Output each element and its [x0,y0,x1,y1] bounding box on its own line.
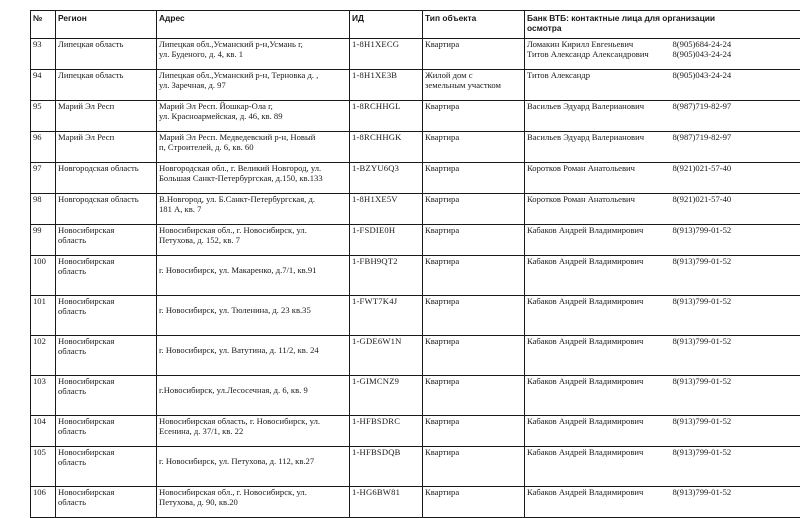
region-cell [56,256,157,296]
region-line: область [58,457,154,467]
property-table [30,10,800,518]
object-id: 1-8H1XE3B [350,70,423,101]
address-line: ул. Заречная, д. 97 [159,80,347,90]
row-number: 98 [31,194,56,225]
contact-name: Титов Александр [527,70,669,80]
contact-phone: 8(913)799-01-52 [673,376,799,386]
address-line: Новосибирская обл., г. Новосибирск, ул. [159,487,347,497]
contact-name-cell [525,132,671,163]
table-row [31,101,800,132]
header-row [31,11,800,39]
address-line: Марий Эл Респ. Йошкар-Ола г, [159,101,347,111]
contact-name-cell [525,376,671,416]
address-line: 181 А, кв. 7 [159,204,347,214]
region-line: область [58,235,154,245]
contact-phone: 8(921)021-57-40 [673,194,799,204]
contact-phone-cell [671,256,800,296]
contact-name-cell [525,225,671,256]
address-line: Новосибирская обл., г. Новосибирск, ул. [159,225,347,235]
contact-name-cell [525,256,671,296]
region-cell [56,225,157,256]
address-line: Липецкая обл.,Усманский р-н,Усмань г, [159,39,347,49]
header-bank-line1: Банк ВТБ: контактные лица для организации [527,13,798,23]
row-number: 93 [31,39,56,70]
contact-name-cell [525,487,671,518]
region-line: область [58,386,154,396]
object-id: 1-HFBSDQB [350,447,423,487]
contact-phone-cell [671,336,800,376]
object-type [423,336,525,376]
object-type [423,70,525,101]
object-type [423,487,525,518]
table-row [31,447,800,487]
object-id: 1-8RCHHGK [350,132,423,163]
table-row [31,225,800,256]
type-line: Квартира [425,39,522,49]
contact-name: Кабаков Андрей Владимирович [527,256,669,266]
address-line: В.Новгород, ул. Б.Санкт-Петербургская, д. [159,194,347,204]
contact-phone-cell [671,70,800,101]
region-line: Новосибирская [58,225,154,235]
contact-name: Коротков Роман Анатольевич [527,163,669,173]
contact-phone-cell [671,225,800,256]
row-number: 106 [31,487,56,518]
contact-phone: 8(987)719-82-97 [673,132,799,142]
address-line: Новосибирская область, г. Новосибирск, ул. [159,416,347,426]
row-number: 95 [31,101,56,132]
object-type [423,447,525,487]
address-line: п, Строителей, д. 6, кв. 60 [159,142,347,152]
object-type [423,256,525,296]
contact-name-cell [525,447,671,487]
object-type [423,416,525,447]
table-row [31,70,800,101]
contact-name-cell [525,101,671,132]
object-type [423,39,525,70]
contact-phone-cell [671,39,800,70]
table-row [31,416,800,447]
contact-phone: 8(905)043-24-24 [673,70,799,80]
address-line: Липецкая обл.,Усманский р-н, Терновка д. , [159,70,347,80]
object-id: 1-GIMCNZ9 [350,376,423,416]
contact-name: Кабаков Андрей Владимирович [527,416,669,426]
region-line: Новосибирская [58,376,154,386]
object-id: 1-8H1XECG [350,39,423,70]
contact-phone-cell [671,194,800,225]
contact-name-cell [525,416,671,447]
region-cell [56,336,157,376]
region-line: область [58,346,154,356]
contact-phone: 8(913)799-01-52 [673,296,799,306]
contact-phone-cell [671,487,800,518]
contact-phone: 8(921)021-57-40 [673,163,799,173]
type-line: Квартира [425,336,522,346]
region-cell [56,39,157,70]
contact-phone: 8(913)799-01-52 [673,487,799,497]
address-line: ул. Буденого, д. 4, кв. 1 [159,49,347,59]
object-type [423,132,525,163]
type-line: Квартира [425,256,522,266]
object-id: 1-HG6BW81 [350,487,423,518]
region-line: область [58,306,154,316]
address-cell [157,376,350,416]
contact-phone-cell [671,101,800,132]
address-cell [157,487,350,518]
region-line: область [58,426,154,436]
contact-phone-cell [671,416,800,447]
contact-name: Кабаков Андрей Владимирович [527,296,669,306]
address-cell [157,447,350,487]
address-cell [157,225,350,256]
object-type [423,225,525,256]
table-row [31,163,800,194]
table-row [31,336,800,376]
address-cell [157,194,350,225]
contact-phone-cell [671,132,800,163]
address-line: г.Новосибирск, ул.Лесосечная, д. 6, кв. 9 [159,385,347,395]
contact-phone-cell [671,296,800,336]
row-number: 104 [31,416,56,447]
type-line: Квартира [425,101,522,111]
address-line: Петухова, д. 90, кв.20 [159,497,347,507]
object-type [423,194,525,225]
contact-name: Кабаков Андрей Владимирович [527,487,669,497]
region-cell [56,447,157,487]
address-line: Большая Санкт-Петербургская, д.150, кв.133 [159,173,347,183]
region-cell [56,194,157,225]
table-row [31,256,800,296]
contact-name: Коротков Роман Анатольевич [527,194,669,204]
region-line: Новосибирская [58,487,154,497]
header-address: Адрес [157,11,350,39]
object-id: 1-8H1XE5V [350,194,423,225]
contact-name: Васильев Эдуард Валерианович [527,101,669,111]
contact-name-cell [525,336,671,376]
region-line: Новосибирская [58,336,154,346]
contact-phone-cell [671,376,800,416]
address-line: Есенина, д. 37/1, кв. 22 [159,426,347,436]
region-cell [56,70,157,101]
type-line: земельным участком [425,80,522,90]
object-type [423,376,525,416]
region-cell [56,376,157,416]
address-cell [157,101,350,132]
contact-name: Кабаков Андрей Владимирович [527,336,669,346]
contact-name: Кабаков Андрей Владимирович [527,225,669,235]
object-type [423,296,525,336]
address-cell [157,39,350,70]
contact-phone: 8(913)799-01-52 [673,447,799,457]
contact-phone-cell [671,163,800,194]
header-bank-contacts [525,11,800,39]
address-cell [157,336,350,376]
region-line: Новгородская область [58,163,154,173]
table-row [31,487,800,518]
address-line: ул. Красноармейская, д. 46, кв. 89 [159,111,347,121]
row-number: 100 [31,256,56,296]
contact-phone: 8(905)684-24-24 [673,39,799,49]
type-line: Квартира [425,416,522,426]
table-row [31,194,800,225]
object-id: 1-FBH9QT2 [350,256,423,296]
address-cell [157,416,350,447]
contact-name-cell [525,296,671,336]
row-number: 96 [31,132,56,163]
contact-phone: 8(913)799-01-52 [673,416,799,426]
region-line: Новосибирская [58,256,154,266]
region-line: Новгородская область [58,194,154,204]
contact-name-cell [525,39,671,70]
header-region: Регион [56,11,157,39]
header-id: ИД [350,11,423,39]
object-type [423,163,525,194]
table-row [31,296,800,336]
address-line: г. Новосибирск, ул. Тюленина, д. 23 кв.35 [159,305,347,315]
address-cell [157,256,350,296]
object-id: 1-FSDIE0H [350,225,423,256]
region-line: область [58,266,154,276]
address-cell [157,296,350,336]
row-number: 105 [31,447,56,487]
header-bank-line2: осмотра [527,23,798,33]
region-line: Липецкая область [58,70,154,80]
row-number: 103 [31,376,56,416]
object-id: 1-HFBSDRC [350,416,423,447]
type-line: Квартира [425,225,522,235]
type-line: Квартира [425,447,522,457]
object-id: 1-8RCHHGL [350,101,423,132]
contact-phone: 8(913)799-01-52 [673,225,799,235]
address-line: г. Новосибирск, ул. Макаренко, д.7/1, кв.91 [159,265,347,275]
address-cell [157,70,350,101]
type-line: Квартира [425,132,522,142]
contact-phone: 8(987)719-82-97 [673,101,799,111]
contact-name-cell [525,70,671,101]
region-cell [56,487,157,518]
type-line: Квартира [425,163,522,173]
region-cell [56,101,157,132]
address-cell [157,163,350,194]
object-type [423,101,525,132]
object-id: 1-BZYU6Q3 [350,163,423,194]
table-row [31,132,800,163]
object-id: 1-GDE6W1N [350,336,423,376]
address-line: Петухова, д. 152, кв. 7 [159,235,347,245]
contact-phone: 8(913)799-01-52 [673,256,799,266]
address-line: г. Новосибирск, ул. Ватутина, д. 11/2, кв. 24 [159,345,347,355]
region-cell [56,132,157,163]
type-line: Жилой дом с [425,70,522,80]
contact-phone-cell [671,447,800,487]
contact-name: Кабаков Андрей Владимирович [527,447,669,457]
address-line: Новгородская обл., г. Великий Новгород, ул. [159,163,347,173]
contact-phone: 8(905)043-24-24 [673,49,799,59]
address-line: г. Новосибирск, ул. Петухова, д. 112, кв.27 [159,456,347,466]
contact-name-cell [525,194,671,225]
region-cell [56,416,157,447]
region-line: Марий Эл Респ [58,101,154,111]
address-line: Марий Эл Респ. Медведевский р-н, Новый [159,132,347,142]
region-cell [56,163,157,194]
row-number: 101 [31,296,56,336]
row-number: 102 [31,336,56,376]
contact-name: Кабаков Андрей Владимирович [527,376,669,386]
contact-name: Ломакин Кирилл Евгеньевич [527,39,669,49]
region-cell [56,296,157,336]
row-number: 97 [31,163,56,194]
row-number: 99 [31,225,56,256]
header-num: № [31,11,56,39]
region-line: Липецкая область [58,39,154,49]
contact-phone: 8(913)799-01-52 [673,336,799,346]
table-body [31,39,800,518]
contact-name: Титов Александр Александрович [527,49,669,59]
contact-name-cell [525,163,671,194]
type-line: Квартира [425,194,522,204]
region-line: Новосибирская [58,447,154,457]
type-line: Квартира [425,296,522,306]
row-number: 94 [31,70,56,101]
region-line: Марий Эл Респ [58,132,154,142]
type-line: Квартира [425,487,522,497]
contact-name: Васильев Эдуард Валерианович [527,132,669,142]
address-cell [157,132,350,163]
region-line: Новосибирская [58,296,154,306]
table-row [31,39,800,70]
type-line: Квартира [425,376,522,386]
object-id: 1-FWT7K4J [350,296,423,336]
region-line: область [58,497,154,507]
region-line: Новосибирская [58,416,154,426]
table-row [31,376,800,416]
header-type: Тип объекта [423,11,525,39]
